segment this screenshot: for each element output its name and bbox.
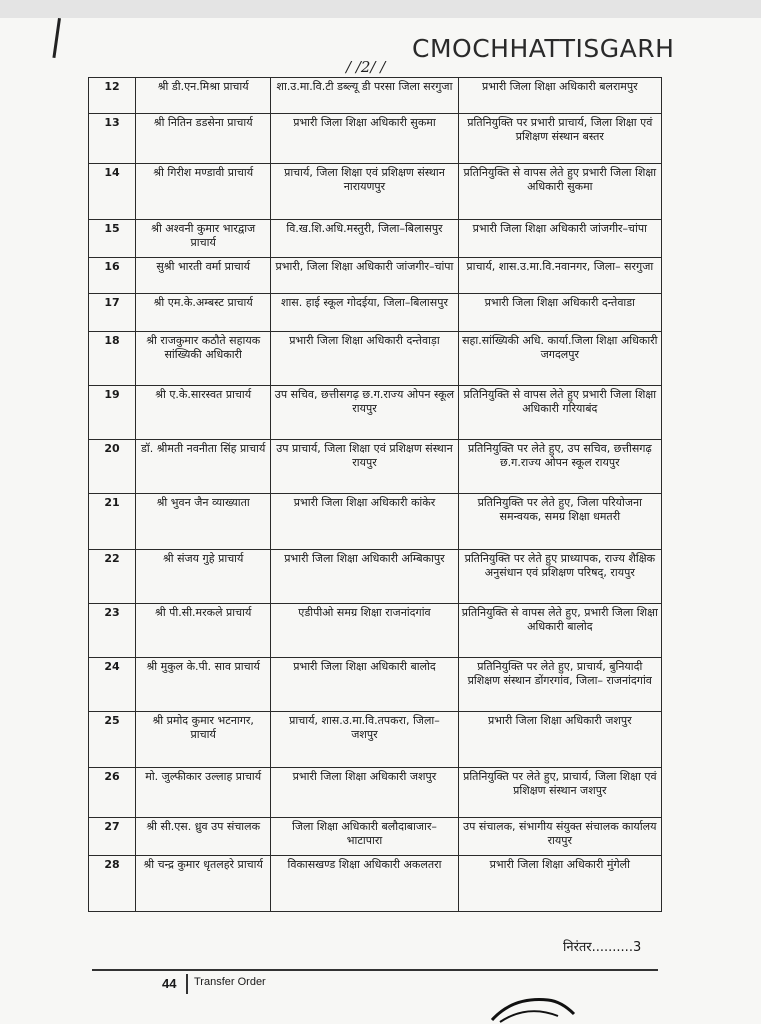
serial-number: 22	[89, 550, 136, 604]
new-posting: प्रभारी जिला शिक्षा अधिकारी जांजगीर–चांपा	[458, 220, 661, 258]
current-posting: प्राचार्य, जिला शिक्षा एवं प्रशिक्षण संस्थान नारायणपुर	[271, 164, 458, 220]
new-posting: प्रतिनियुक्ति पर लेते हुए, प्राचार्य, जिला शिक्षा एवं प्रशिक्षण संस्थान जशपुर	[458, 768, 661, 818]
officer-name: श्री राजकुमार कठौते सहायक सांख्यिकी अधिकारी	[136, 332, 271, 386]
serial-number: 20	[89, 440, 136, 494]
current-posting: प्रभारी जिला शिक्षा अधिकारी बालोद	[271, 658, 458, 712]
current-posting: एडीपीओ समग्र शिक्षा राजनांदगांव	[271, 604, 458, 658]
signature-mark	[488, 992, 578, 1024]
officer-name: श्री सी.एस. ध्रुव उप संचालक	[136, 818, 271, 856]
new-posting: सहा.सांख्यिकी अधि. कार्या.जिला शिक्षा अधिकारी जगदलपुर	[458, 332, 661, 386]
serial-number: 28	[89, 856, 136, 912]
serial-number: 25	[89, 712, 136, 768]
current-posting: उप प्राचार्य, जिला शिक्षा एवं प्रशिक्षण संस्थान रायपुर	[271, 440, 458, 494]
officer-name: मो. जुल्फीकार उल्लाह प्राचार्य	[136, 768, 271, 818]
current-posting: जिला शिक्षा अधिकारी बलौदाबाजार–भाटापारा	[271, 818, 458, 856]
officer-name: श्री भुवन जैन व्याख्याता	[136, 494, 271, 550]
current-posting: प्रभारी, जिला शिक्षा अधिकारी जांजगीर–चांपा	[271, 258, 458, 294]
table-row	[89, 604, 662, 658]
serial-number: 16	[89, 258, 136, 294]
table-row	[89, 294, 662, 332]
serial-number: 19	[89, 386, 136, 440]
new-posting: प्रभारी जिला शिक्षा अधिकारी जशपुर	[458, 712, 661, 768]
new-posting: प्रभारी जिला शिक्षा अधिकारी मुंगेली	[458, 856, 661, 912]
officer-name: श्री एम.के.अम्बस्ट प्राचार्य	[136, 294, 271, 332]
top-bar	[0, 0, 761, 18]
serial-number: 21	[89, 494, 136, 550]
serial-number: 23	[89, 604, 136, 658]
new-posting: प्रतिनियुक्ति पर प्रभारी प्राचार्य, जिला शिक्षा एवं प्रशिक्षण संस्थान बस्तर	[458, 114, 661, 164]
current-posting: वि.ख.शि.अधि.मस्तुरी, जिला–बिलासपुर	[271, 220, 458, 258]
table-row	[89, 494, 662, 550]
table-row	[89, 258, 662, 294]
serial-number: 27	[89, 818, 136, 856]
new-posting: प्रतिनियुक्ति से वापस लेते हुए प्रभारी जिला शिक्षा अधिकारी गरियाबंद	[458, 386, 661, 440]
table-row	[89, 856, 662, 912]
new-posting: प्रतिनियुक्ति पर लेते हुए प्राध्यापक, राज्य शैक्षिक अनुसंधान एवं प्रशिक्षण परिषद्, रायपुर	[458, 550, 661, 604]
serial-number: 17	[89, 294, 136, 332]
current-posting: प्रभारी जिला शिक्षा अधिकारी दन्तेवाड़ा	[271, 332, 458, 386]
transfer-table	[88, 77, 662, 912]
current-posting: प्रभारी जिला शिक्षा अधिकारी सुकमा	[271, 114, 458, 164]
table-row	[89, 332, 662, 386]
officer-name: डॉ. श्रीमती नवनीता सिंह प्राचार्य	[136, 440, 271, 494]
officer-name: श्री संजय गुहे प्राचार्य	[136, 550, 271, 604]
new-posting: उप संचालक, संभागीय संयुक्त संचालक कार्यालय रायपुर	[458, 818, 661, 856]
serial-number: 14	[89, 164, 136, 220]
serial-number: 13	[89, 114, 136, 164]
footer-page-number: 44	[162, 976, 177, 991]
table-row	[89, 550, 662, 604]
table-row	[89, 768, 662, 818]
officer-name: सुश्री भारती वर्मा प्राचार्य	[136, 258, 271, 294]
officer-name: श्री ए.के.सारस्वत प्राचार्य	[136, 386, 271, 440]
page-marker: / /2/ /	[346, 58, 386, 76]
current-posting: शा.उ.मा.वि.टी डब्ल्यू डी परसा जिला सरगुजा	[271, 78, 458, 114]
officer-name: श्री डी.एन.मिश्रा प्राचार्य	[136, 78, 271, 114]
current-posting: प्रभारी जिला शिक्षा अधिकारी अम्बिकापुर	[271, 550, 458, 604]
officer-name: श्री नितिन डडसेना प्राचार्य	[136, 114, 271, 164]
new-posting: प्रभारी जिला शिक्षा अधिकारी बलरामपुर	[458, 78, 661, 114]
serial-number: 18	[89, 332, 136, 386]
officer-name: श्री गिरीश मण्डावी प्राचार्य	[136, 164, 271, 220]
watermark: CMOCHHATTISGARH	[412, 34, 675, 63]
new-posting: प्रतिनियुक्ति से वापस लेते हुए, प्रभारी जिला शिक्षा अधिकारी बालोद	[458, 604, 661, 658]
table-row	[89, 114, 662, 164]
current-posting: विकासखण्ड शिक्षा अधिकारी अकलतरा	[271, 856, 458, 912]
table-row	[89, 818, 662, 856]
continued-note: निरंतर..........3	[563, 940, 642, 955]
transfer-table-body	[89, 78, 662, 912]
current-posting: शास. हाई स्कूल गोदईया, जिला–बिलासपुर	[271, 294, 458, 332]
table-row	[89, 78, 662, 114]
new-posting: प्रभारी जिला शिक्षा अधिकारी दन्तेवाडा	[458, 294, 661, 332]
current-posting: प्रभारी जिला शिक्षा अधिकारी जशपुर	[271, 768, 458, 818]
new-posting: प्राचार्य, शास.उ.मा.वि.नवानगर, जिला– सरगुजा	[458, 258, 661, 294]
footer-rule	[92, 969, 658, 971]
table-row	[89, 440, 662, 494]
officer-name: श्री अश्वनी कुमार भारद्वाज प्राचार्य	[136, 220, 271, 258]
new-posting: प्रतिनियुक्ति पर लेते हुए, प्राचार्य, बुनियादी प्रशिक्षण संस्थान डोंगरगांव, जिला– राजनांदगांव	[458, 658, 661, 712]
officer-name: श्री मुकुल के.पी. साव प्राचार्य	[136, 658, 271, 712]
serial-number: 12	[89, 78, 136, 114]
footer-separator	[186, 974, 188, 994]
current-posting: उप सचिव, छत्तीसगढ़ छ.ग.राज्य ओपन स्कूल रायपुर	[271, 386, 458, 440]
new-posting: प्रतिनियुक्ति पर लेते हुए, जिला परियोजना समन्वयक, समग्र शिक्षा धमतरी	[458, 494, 661, 550]
new-posting: प्रतिनियुक्ति पर लेते हुए, उप सचिव, छत्तीसगढ़ छ.ग.राज्य ओपन स्कूल रायपुर	[458, 440, 661, 494]
new-posting: प्रतिनियुक्ति से वापस लेते हुए प्रभारी जिला शिक्षा अधिकारी सुकमा	[458, 164, 661, 220]
current-posting: प्राचार्य, शास.उ.मा.वि.तपकरा, जिला– जशपुर	[271, 712, 458, 768]
current-posting: प्रभारी जिला शिक्षा अधिकारी कांकेर	[271, 494, 458, 550]
officer-name: श्री प्रमोद कुमार भटनागर, प्राचार्य	[136, 712, 271, 768]
serial-number: 26	[89, 768, 136, 818]
table-row	[89, 658, 662, 712]
footer-title: Transfer Order	[194, 976, 266, 988]
table-row	[89, 386, 662, 440]
table-row	[89, 164, 662, 220]
table-row	[89, 220, 662, 258]
table-row	[89, 712, 662, 768]
serial-number: 15	[89, 220, 136, 258]
officer-name: श्री चन्द्र कुमार धृतलहरे प्राचार्य	[136, 856, 271, 912]
officer-name: श्री पी.सी.मरकले प्राचार्य	[136, 604, 271, 658]
serial-number: 24	[89, 658, 136, 712]
